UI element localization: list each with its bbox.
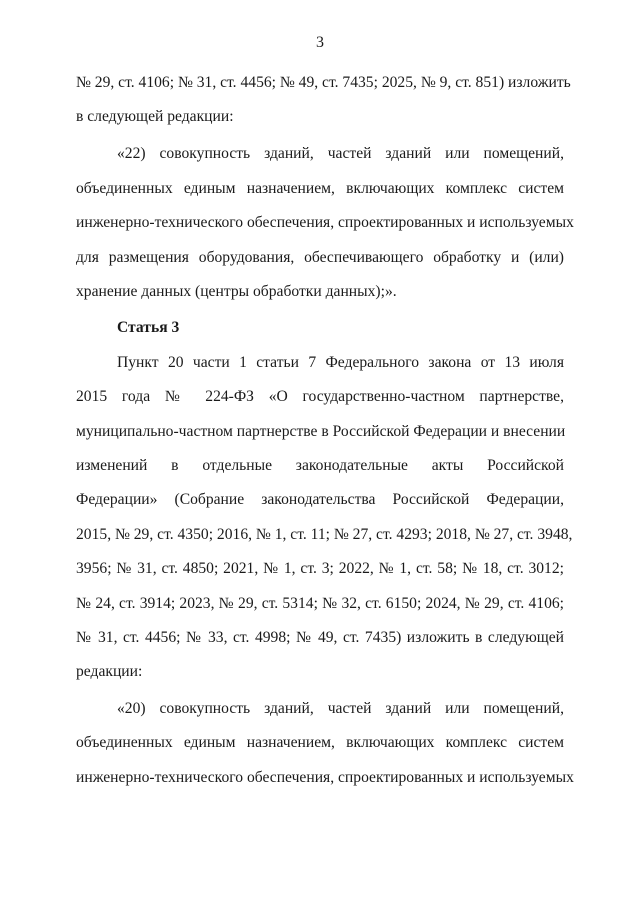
text-line: Федерации» (Собрание законодательства Российской Федерации, — [76, 491, 564, 508]
text-line: объединенных единым назначением, включающих комплекс систем — [76, 734, 564, 751]
text-line: для размещения оборудования, обеспечивающего обработку и (или) — [76, 249, 564, 266]
text-line: редакции: — [76, 663, 143, 680]
text-line: Пункт 20 части 1 статьи 7 Федерального закона от 13 июля — [117, 354, 564, 371]
text-line: хранение данных (центры обработки данных);». — [76, 283, 397, 300]
text-line: «20) совокупность зданий, частей зданий или помещений, — [117, 700, 564, 717]
text-line: в следующей редакции: — [76, 108, 234, 125]
text-line: 3956; № 31, ст. 4850; 2021, № 1, ст. 3; 2022, № 1, ст. 58; № 18, ст. 3012; — [76, 560, 564, 577]
text-line: изменений в отдельные законодательные акты Российской — [76, 457, 564, 474]
text-line: № 29, ст. 4106; № 31, ст. 4456; № 49, ст. 7435; 2025, № 9, ст. 851) изложить — [76, 74, 571, 91]
text-line: 2015 года № 224-ФЗ «О государственно-частном партнерстве, — [76, 388, 564, 405]
article-heading: Статья 3 — [117, 319, 180, 336]
text-line: «22) совокупность зданий, частей зданий или помещений, — [117, 145, 564, 162]
text-line: инженерно-технического обеспечения, спроектированных и используемых — [76, 214, 574, 231]
text-line: муниципально-частном партнерстве в Российской Федерации и внесении — [76, 423, 566, 440]
text-line: объединенных единым назначением, включающих комплекс систем — [76, 180, 564, 197]
text-line: 2015, № 29, ст. 4350; 2016, № 1, ст. 11; № 27, ст. 4293; 2018, № 27, ст. 3948, — [76, 526, 573, 543]
text-line: № 24, ст. 3914; 2023, № 29, ст. 5314; № 32, ст. 6150; 2024, № 29, ст. 4106; — [76, 595, 564, 612]
text-line: инженерно-технического обеспечения, спроектированных и используемых — [76, 769, 574, 786]
text-line: № 31, ст. 4456; № 33, ст. 4998; № 49, ст. 7435) изложить в следующей — [76, 629, 564, 646]
page-number: 3 — [316, 34, 324, 51]
